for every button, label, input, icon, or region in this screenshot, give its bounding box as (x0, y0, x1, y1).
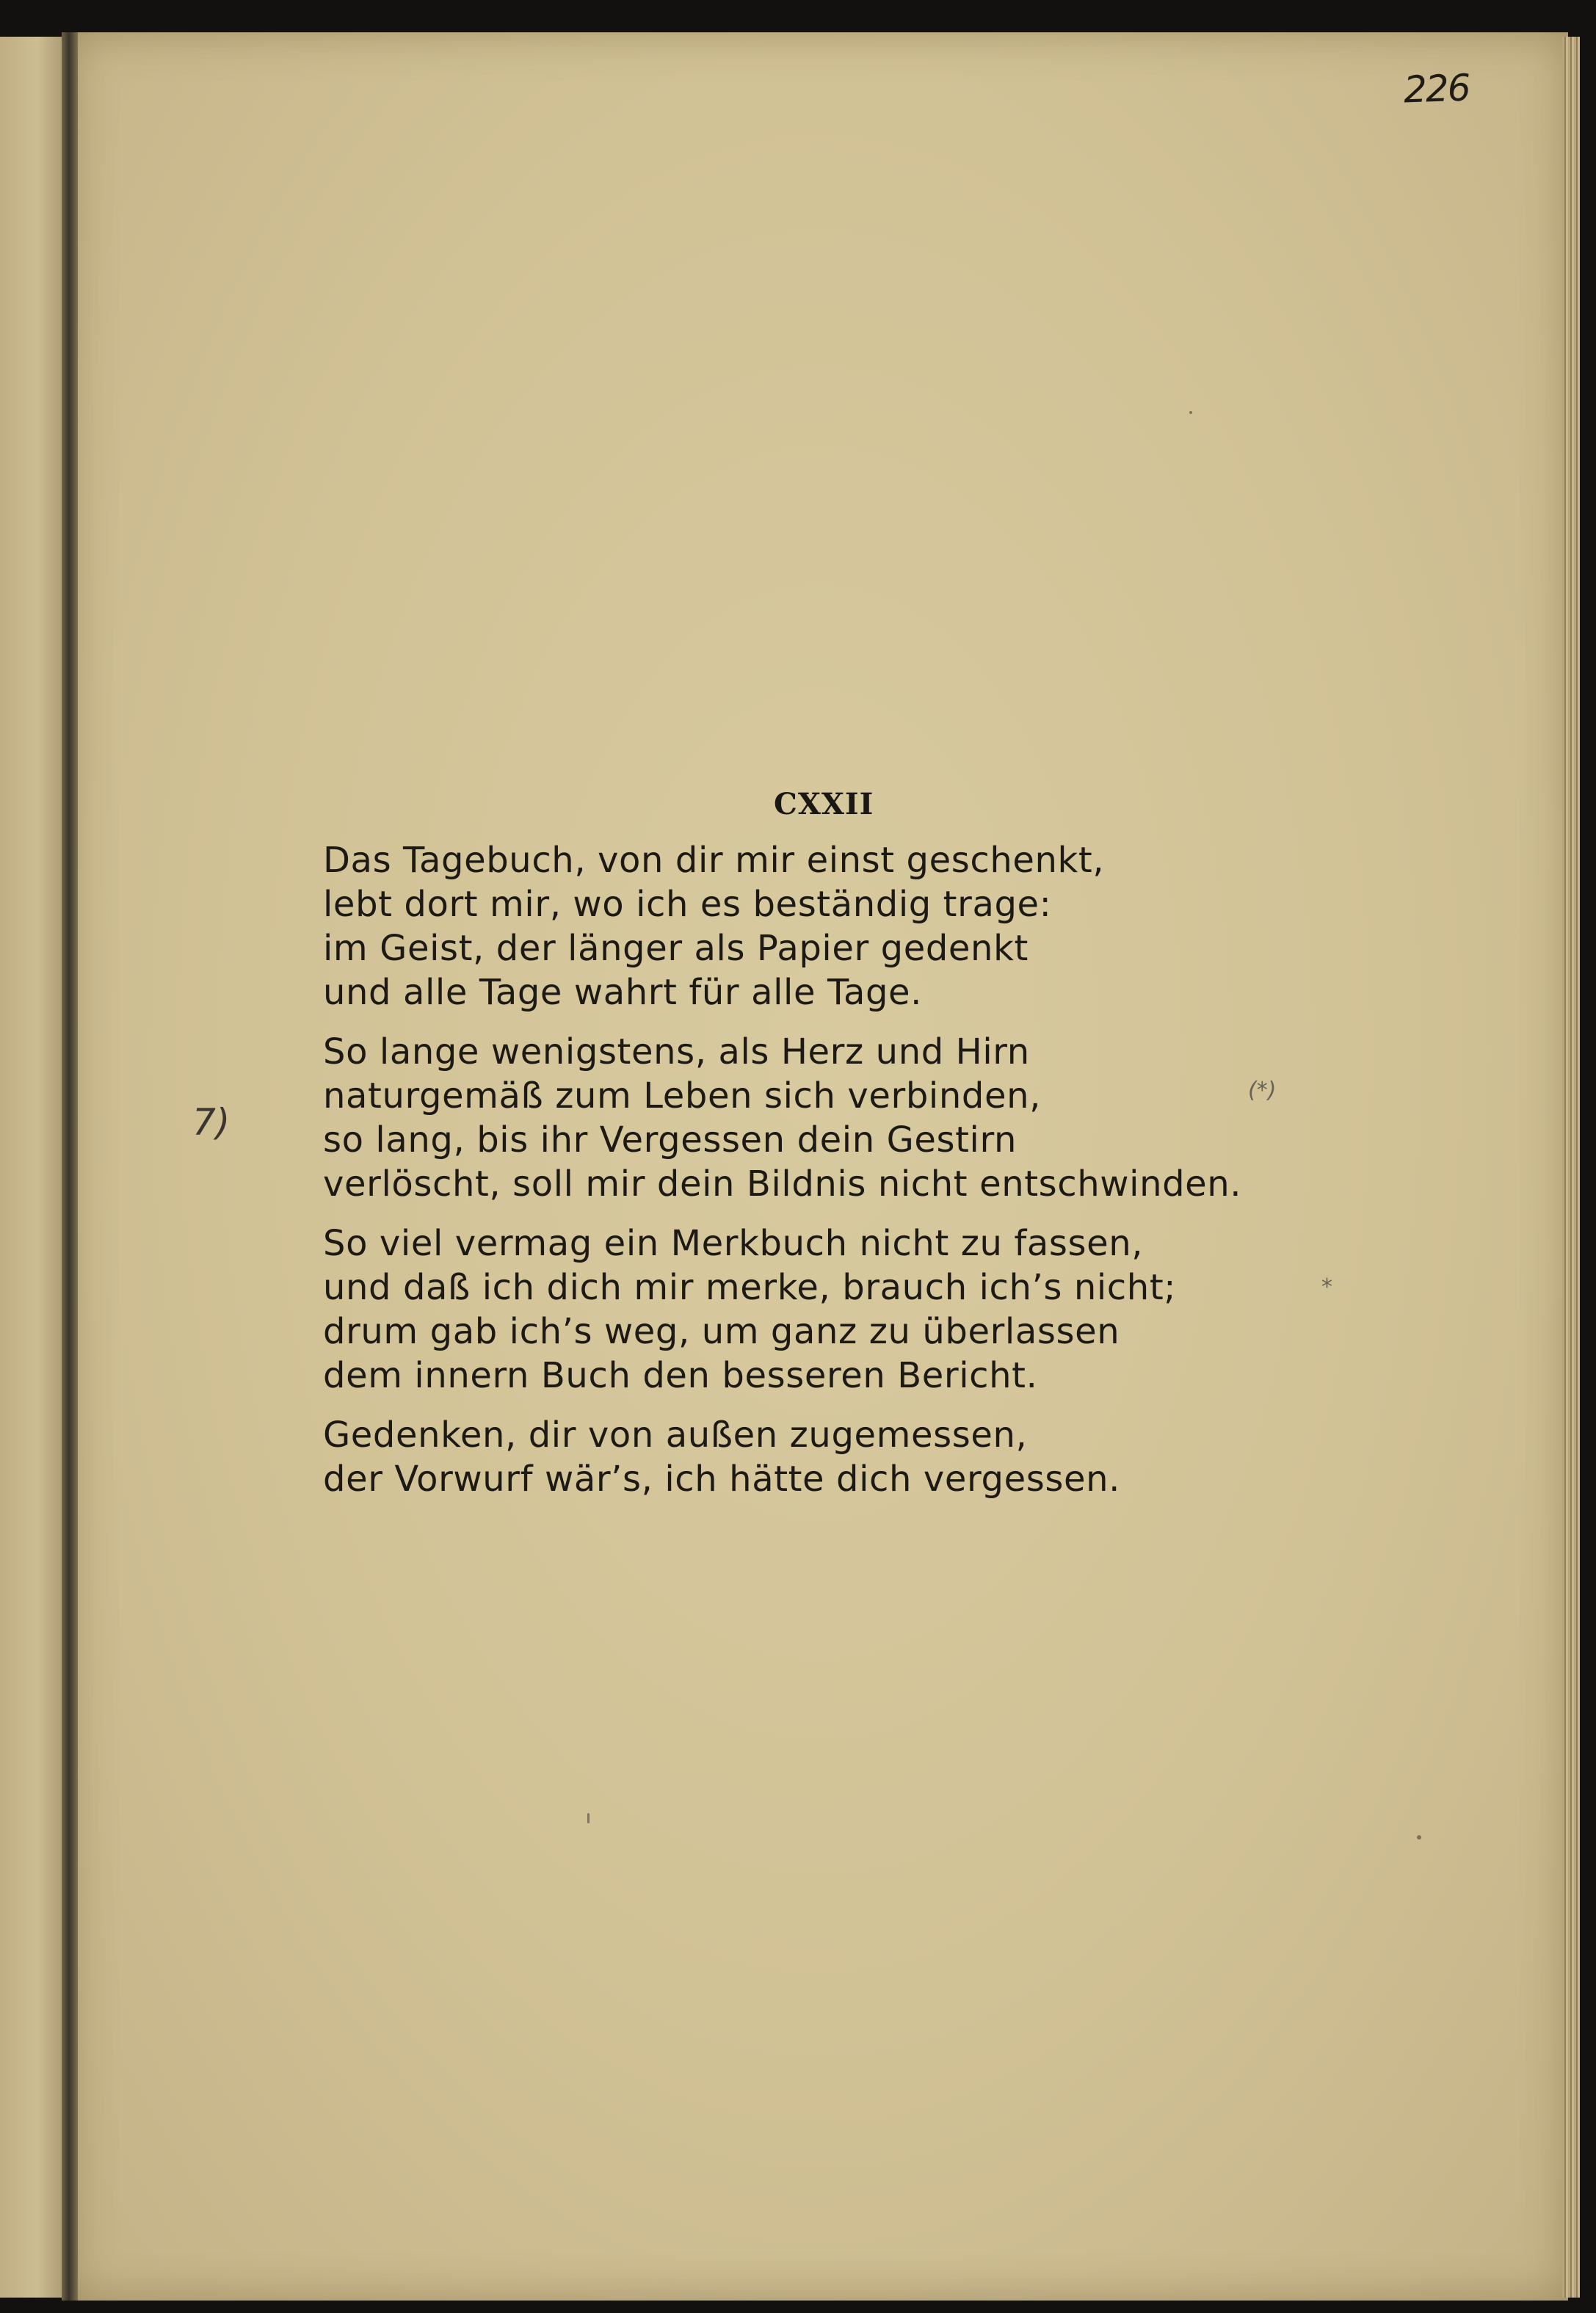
page-stack-edge (1562, 37, 1580, 2298)
stanza-4 (323, 1413, 1365, 1501)
stanza-1 (323, 838, 1365, 1014)
poem-line: drum gab ich’s weg, um ganz zu überlassen (323, 1311, 1120, 1352)
poem-body (323, 838, 1365, 1517)
paper-speck (1189, 411, 1192, 414)
poem-title: CXXII (774, 787, 874, 821)
margin-note-right: (*) (1248, 1078, 1277, 1103)
poem-line: Gedenken, dir von außen zugemessen, (323, 1415, 1028, 1456)
book-spine (62, 32, 78, 2301)
stanza-2 (323, 1030, 1365, 1206)
poem-line: im Geist, der länger als Papier gedenkt (323, 928, 1029, 969)
poem-line: verlöscht, soll mir dein Bildnis nicht entschwinden. (323, 1163, 1242, 1205)
previous-page-edge (0, 37, 68, 2298)
poem-line: Das Tagebuch, von dir mir einst geschenkt, (323, 840, 1105, 881)
paper-speck (587, 1813, 590, 1823)
poem-line: So lange wenigstens, als Herz und Hirn (323, 1031, 1030, 1072)
poem-line: und alle Tage wahrt für alle Tage. (323, 972, 923, 1013)
paper-speck (1417, 1835, 1421, 1840)
poem-line: und daß ich dich mir merke, brauch ich’s nicht; (323, 1267, 1177, 1308)
handwritten-page-number: 226 (1403, 66, 1470, 112)
poem-line: der Vorwurf wär’s, ich hätte dich vergessen. (323, 1459, 1120, 1500)
poem-line: So viel vermag ein Merkbuch nicht zu fassen, (323, 1223, 1144, 1264)
poem-line: lebt dort mir, wo ich es beständig trage: (323, 884, 1052, 925)
margin-note-left: 7) (192, 1101, 231, 1144)
margin-note-right-lower: * (1321, 1274, 1332, 1300)
poem-line: dem innern Buch den besseren Bericht. (323, 1355, 1038, 1396)
stanza-3 (323, 1221, 1365, 1398)
poem-line: so lang, bis ihr Vergessen dein Gestirn (323, 1119, 1017, 1161)
poem-line: naturgemäß zum Leben sich verbinden, (323, 1075, 1041, 1116)
